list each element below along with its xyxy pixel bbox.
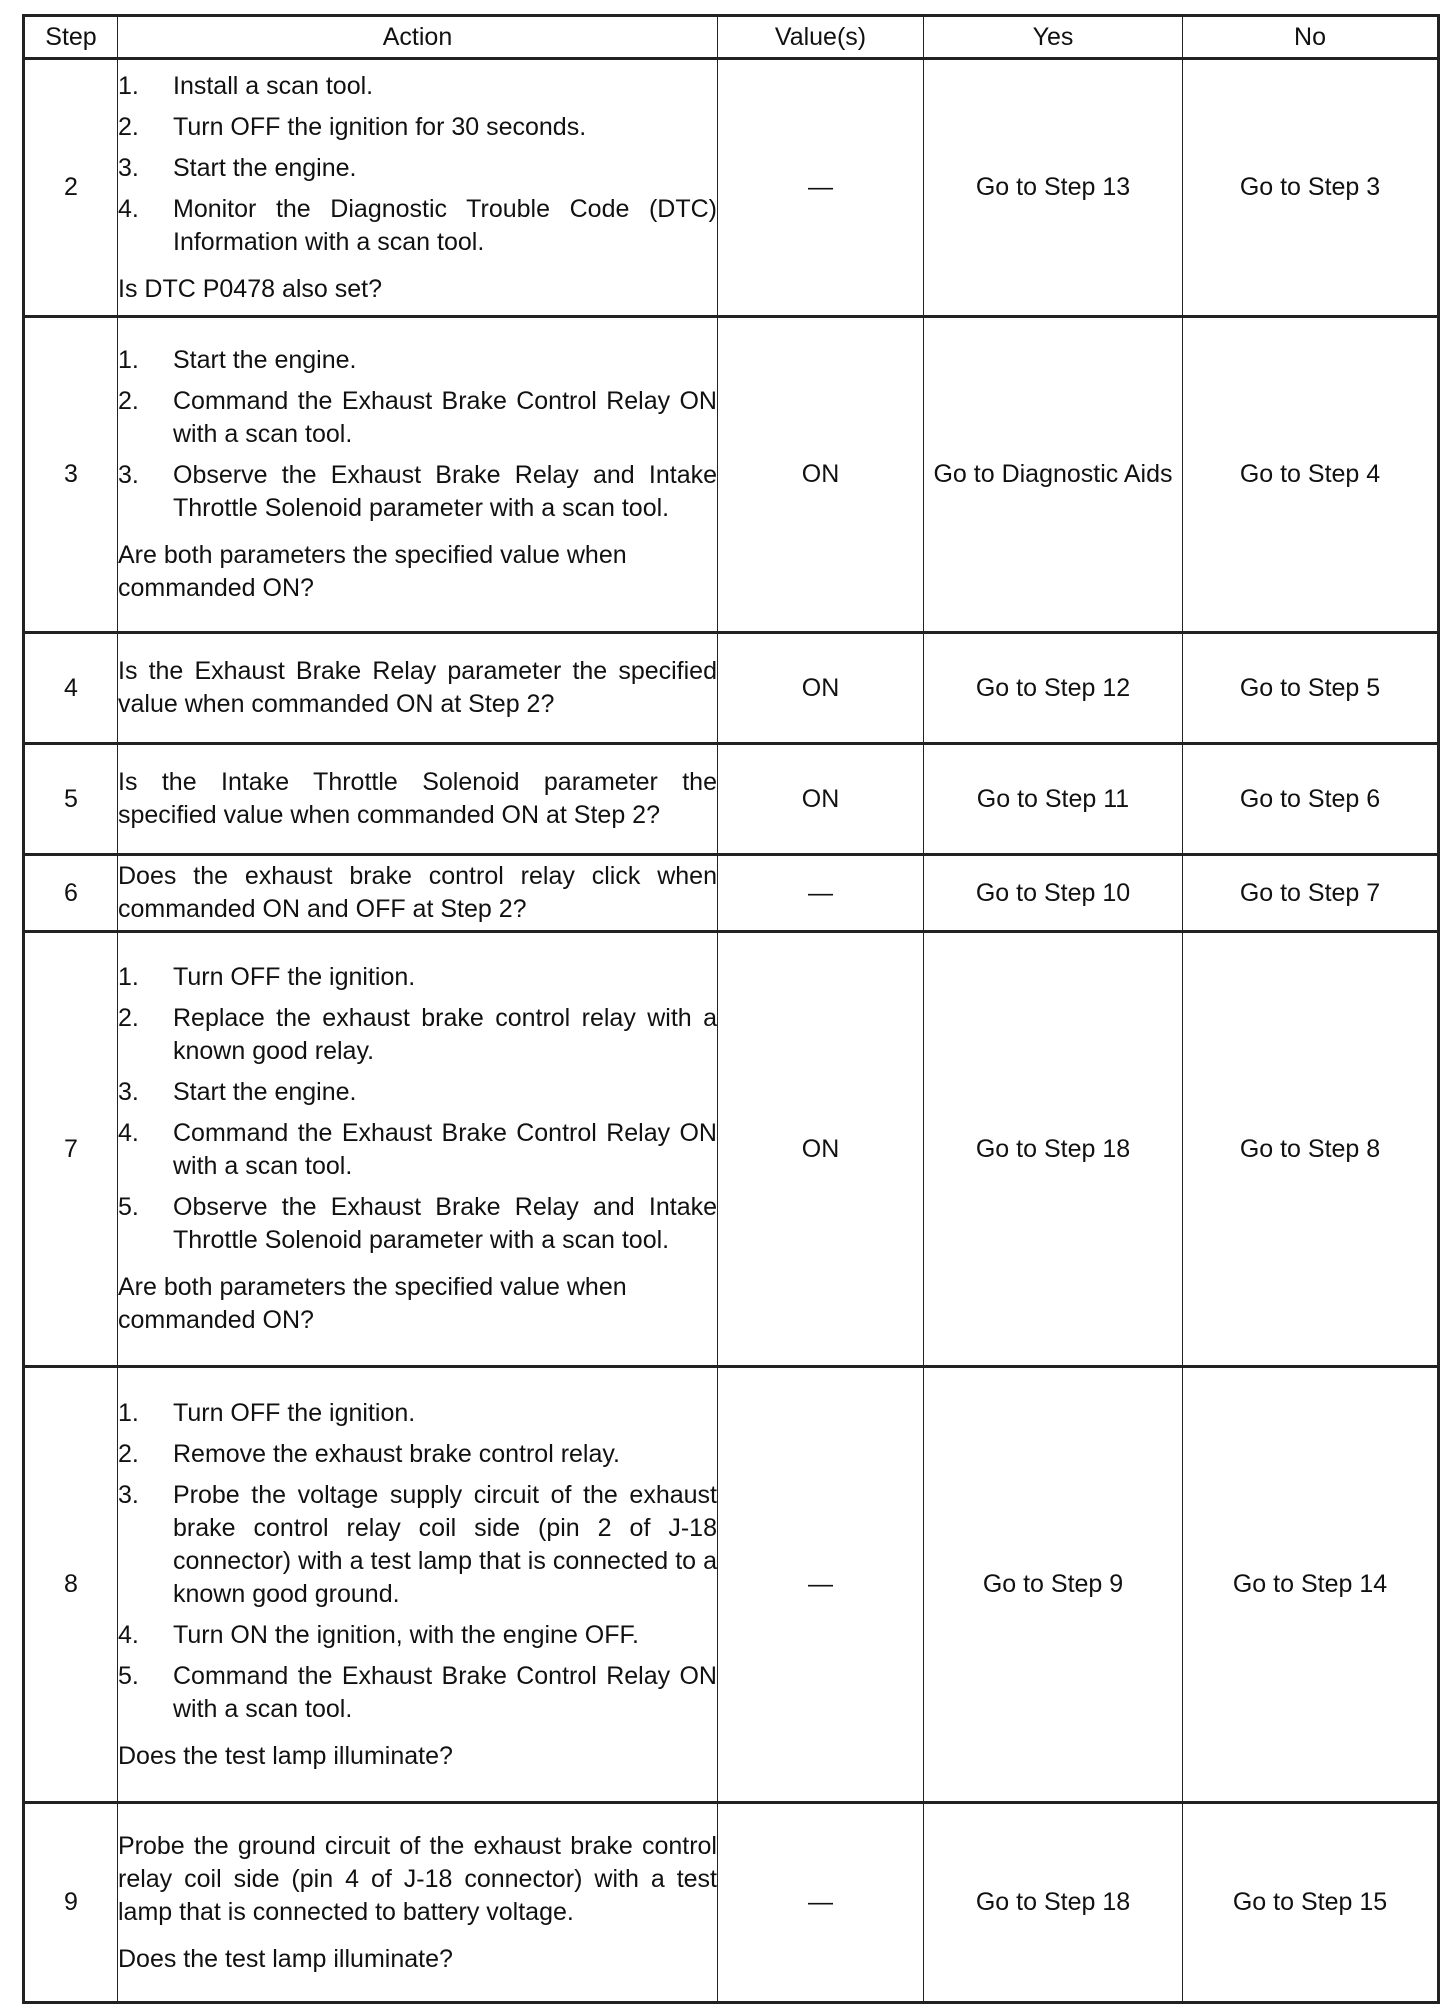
step-number: 3 (24, 317, 118, 633)
action-step: 2. Remove the exhaust brake control relay. (118, 1439, 620, 1468)
yes-link[interactable]: Go to Step 12 (924, 633, 1183, 744)
step-number: 4 (24, 633, 118, 744)
value-cell: ON (718, 317, 924, 633)
no-link[interactable]: Go to Step 7 (1183, 855, 1439, 932)
no-link[interactable]: Go to Step 4 (1183, 317, 1439, 633)
no-link[interactable]: Go to Step 15 (1183, 1803, 1439, 2003)
action-cell (118, 1803, 718, 2003)
action-steps (118, 344, 717, 525)
action-steps (118, 1397, 717, 1726)
step-number: 5 (24, 744, 118, 855)
action-text: Does the exhaust brake control relay click when commanded ON and OFF at Step 2? (118, 862, 717, 923)
action-question: Are both parameters the specified value when commanded ON? (118, 1273, 627, 1334)
table-row (24, 59, 1439, 317)
action-step: 3. Probe the voltage supply circuit of the exhaust brake control relay coil side (pin 2 of J-18 connector) with a test lamp that is connected to a known good ground. (118, 1480, 717, 1608)
action-step: 2. Replace the exhaust brake control relay with a known good relay. (118, 1004, 717, 1065)
action-step: 4. Monitor the Diagnostic Trouble Code (DTC) Information with a scan tool. (118, 194, 717, 256)
no-link[interactable]: Go to Step 5 (1183, 633, 1439, 744)
action-cell (118, 1367, 718, 1803)
step-number: 2 (24, 59, 118, 317)
yes-link[interactable]: Go to Step 18 (924, 932, 1183, 1367)
action-text: Is the Exhaust Brake Relay parameter the specified value when commanded ON at Step 2? (118, 657, 717, 718)
header-step: Step (24, 16, 118, 59)
table-row (24, 1803, 1439, 2003)
action-step: 5. Observe the Exhaust Brake Relay and Intake Throttle Solenoid parameter with a scan tool. (118, 1193, 717, 1254)
no-link[interactable]: Go to Step 3 (1183, 59, 1439, 317)
action-question: Does the test lamp illuminate? (118, 1944, 453, 1973)
diagnostic-table (22, 14, 1440, 2004)
action-step: 5. Command the Exhaust Brake Control Relay ON with a scan tool. (118, 1661, 717, 1723)
action-text: Is the Intake Throttle Solenoid parameter the specified value when commanded ON at Step 2? (118, 768, 717, 829)
value-cell: — (718, 1367, 924, 1803)
action-step: 3. Start the engine. (118, 153, 357, 182)
yes-link[interactable]: Go to Diagnostic Aids (924, 317, 1183, 633)
action-steps (118, 70, 717, 259)
step-number: 9 (24, 1803, 118, 2003)
yes-link[interactable]: Go to Step 13 (924, 59, 1183, 317)
action-cell (118, 633, 718, 744)
value-cell: ON (718, 744, 924, 855)
step-number: 8 (24, 1367, 118, 1803)
table-row (24, 633, 1439, 744)
action-step: 1. Start the engine. (118, 346, 357, 374)
action-step: 1. Turn OFF the ignition. (118, 963, 416, 991)
yes-link[interactable]: Go to Step 9 (924, 1367, 1183, 1803)
action-step: 3. Start the engine. (118, 1078, 357, 1106)
yes-link[interactable]: Go to Step 11 (924, 744, 1183, 855)
table-row (24, 855, 1439, 932)
action-step: 4. Command the Exhaust Brake Control Relay ON with a scan tool. (118, 1119, 717, 1180)
header-values: Value(s) (718, 16, 924, 59)
action-steps (118, 961, 717, 1257)
header-action: Action (118, 16, 718, 59)
table-row (24, 932, 1439, 1367)
step-number: 7 (24, 932, 118, 1367)
header-no: No (1183, 16, 1439, 59)
action-question: Are both parameters the specified value when commanded ON? (118, 541, 627, 602)
yes-link[interactable]: Go to Step 18 (924, 1803, 1183, 2003)
action-cell (118, 855, 718, 932)
value-cell: — (718, 1803, 924, 2003)
table-row (24, 1367, 1439, 1803)
action-step: 1. Install a scan tool. (118, 71, 374, 100)
action-step: 3. Observe the Exhaust Brake Relay and Intake Throttle Solenoid parameter with a scan tool. (118, 461, 717, 522)
no-link[interactable]: Go to Step 14 (1183, 1367, 1439, 1803)
action-cell (118, 317, 718, 633)
action-step: 2. Turn OFF the ignition for 30 seconds. (118, 112, 587, 141)
action-cell (118, 59, 718, 317)
header-yes: Yes (924, 16, 1183, 59)
value-cell: ON (718, 633, 924, 744)
value-cell: ON (718, 932, 924, 1367)
action-cell (118, 744, 718, 855)
table-header-row (24, 16, 1439, 59)
table-row (24, 317, 1439, 633)
value-cell: — (718, 855, 924, 932)
action-step: 1. Turn OFF the ignition. (118, 1398, 416, 1427)
action-step: 4. Turn ON the ignition, with the engine OFF. (118, 1620, 639, 1649)
no-link[interactable]: Go to Step 8 (1183, 932, 1439, 1367)
action-question: Is DTC P0478 also set? (118, 274, 383, 303)
action-text: Probe the ground circuit of the exhaust brake control relay coil side (pin 4 of J-18 connector) with a test lamp that is connected to battery voltage. (118, 1831, 717, 1926)
step-number: 6 (24, 855, 118, 932)
action-step: 2. Command the Exhaust Brake Control Relay ON with a scan tool. (118, 387, 717, 448)
table-row (24, 744, 1439, 855)
action-cell (118, 932, 718, 1367)
no-link[interactable]: Go to Step 6 (1183, 744, 1439, 855)
yes-link[interactable]: Go to Step 10 (924, 855, 1183, 932)
value-cell: — (718, 59, 924, 317)
action-question: Does the test lamp illuminate? (118, 1741, 453, 1770)
